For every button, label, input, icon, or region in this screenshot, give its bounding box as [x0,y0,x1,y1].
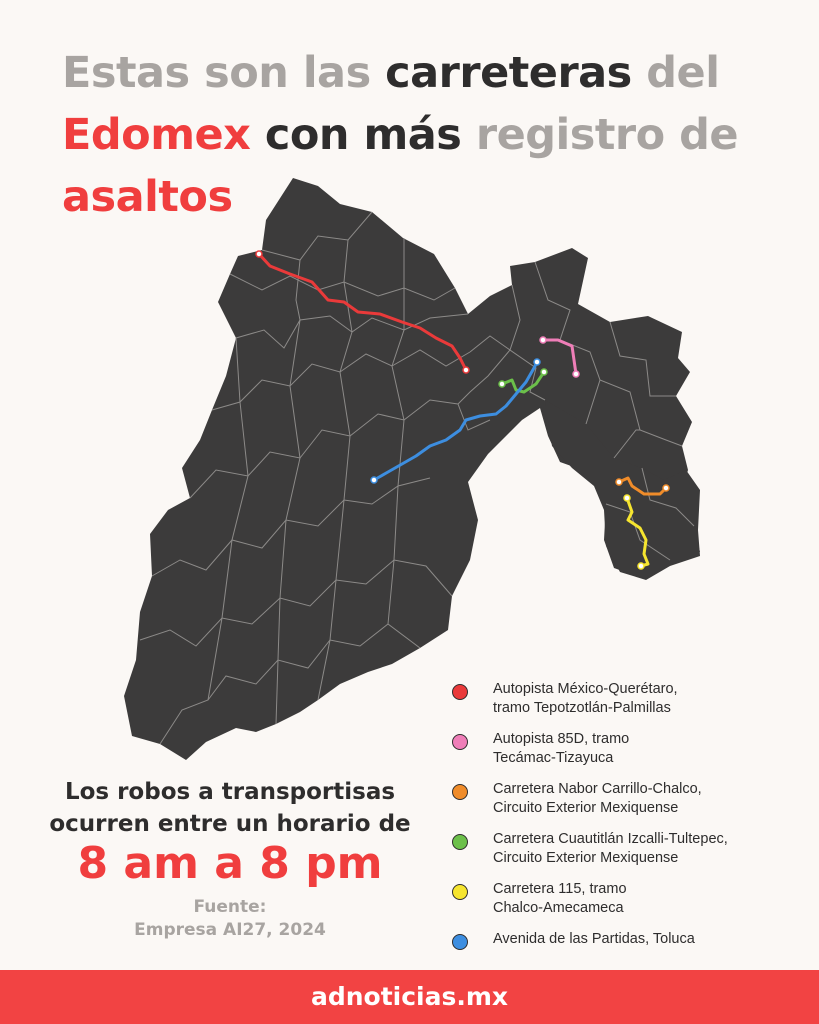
legend-line: Autopista México-Querétaro, [493,681,678,697]
headline-highlight-edomex: Edomex [62,110,251,160]
robos-line-2: ocurren entre un horario de [49,811,411,837]
legend-dot [452,934,468,950]
headline-part: del [631,48,720,98]
source-value: Empresa AI27, 2024 [134,920,326,940]
endpoint [616,479,622,485]
headline-part: Estas son las [62,48,386,98]
legend-line: Carretera 115, tramo [493,881,627,897]
legend-line: Circuito Exterior Mexiquense [493,800,679,816]
legend-label [493,780,813,818]
legend-item-cuautitlan [452,830,812,880]
legend-line: Carretera Nabor Carrillo-Chalco, [493,781,702,797]
robos-line-1: Los robos a transportisas [64,779,396,805]
source-label: Fuente: [193,897,267,917]
endpoint [534,359,540,365]
robos-statement [40,776,420,840]
legend-line: tramo Tepotzotlán-Palmillas [493,700,671,716]
legend-item-mexico-queretaro [452,680,812,730]
source-note [40,896,420,942]
legend-label [493,880,813,918]
legend-line: Tecámac-Tizayuca [493,750,614,766]
endpoint [256,251,262,257]
legend-dot [452,734,468,750]
legend-line: Autopista 85D, tramo [493,731,630,747]
legend-line: Avenida de las Partidas, Toluca [493,931,695,947]
legend-line: Circuito Exterior Mexiquense [493,850,679,866]
headline-part: con más [250,110,476,160]
endpoint [540,337,546,343]
legend-line: Chalco-Amecameca [493,900,624,916]
legend-dot [452,834,468,850]
endpoint [663,485,669,491]
endpoint [541,369,547,375]
endpoint [638,563,644,569]
endpoint [624,495,630,501]
headline-highlight-asaltos: asaltos [62,172,233,222]
endpoint [573,371,579,377]
endpoint [371,477,377,483]
endpoint [463,367,469,373]
headline-highlight-carreteras: carreteras [385,48,632,98]
legend-item-115 [452,880,812,930]
map-shape [124,178,700,760]
endpoint [499,381,505,387]
legend-label [493,830,813,868]
legend-item-nabor-carrillo [452,780,812,830]
hours-range: 8 am a 8 pm [77,838,383,889]
footer-site-url[interactable]: adnoticias.mx [0,970,819,1024]
legend-dot [452,684,468,700]
legend-line: Carretera Cuautitlán Izcalli-Tultepec, [493,831,728,847]
legend-label [493,680,813,718]
legend-label [493,930,813,949]
map-legend [452,680,812,980]
legend-dot [452,884,468,900]
legend-label [493,730,813,768]
legend-dot [452,784,468,800]
legend-item-85d [452,730,812,780]
headline-part: registro de [475,110,739,160]
